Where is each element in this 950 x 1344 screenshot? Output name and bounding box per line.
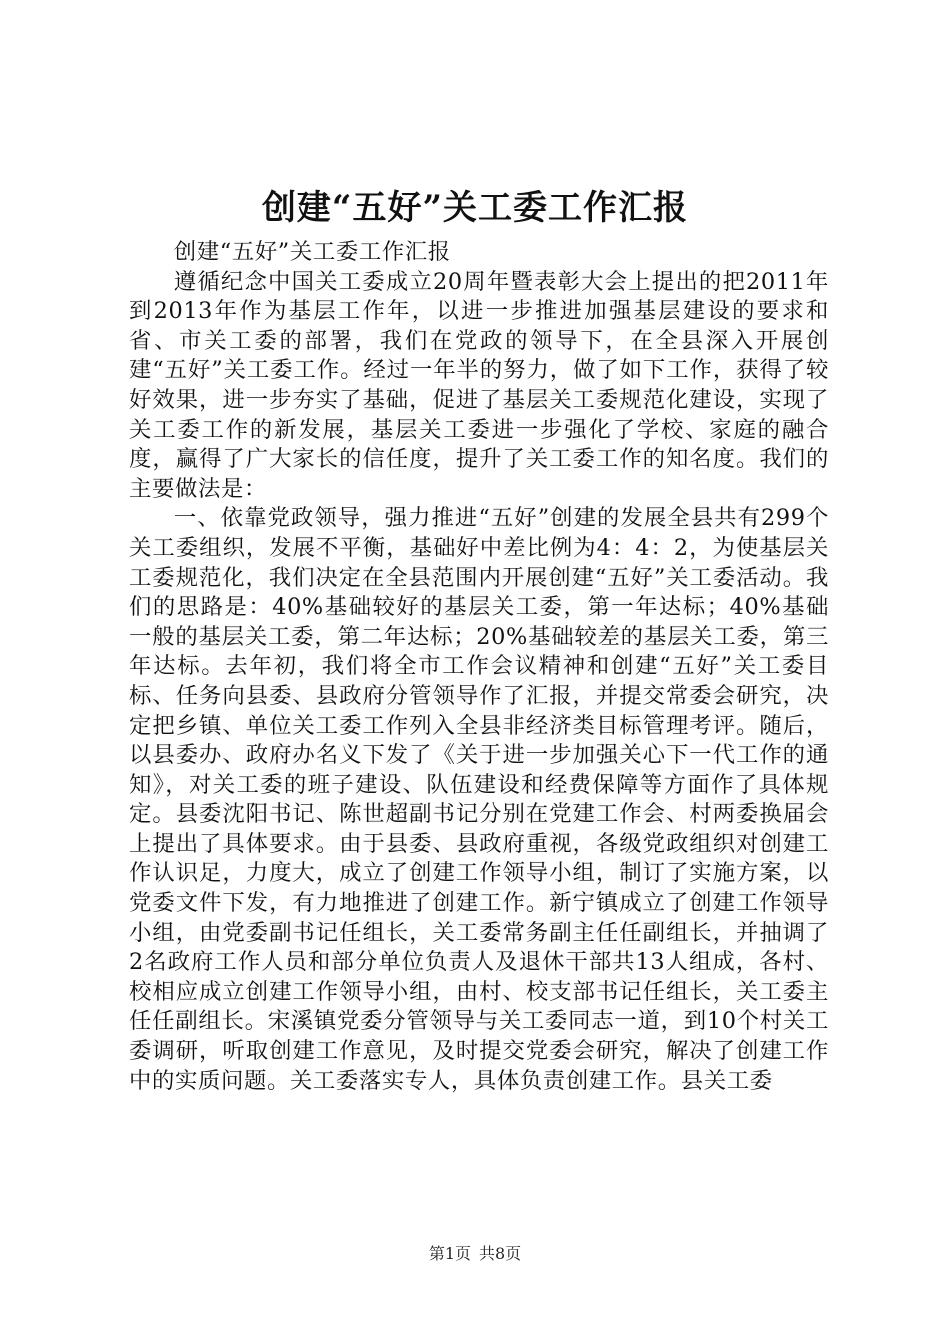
intro-paragraph: 遵循纪念中国关工委成立20周年暨表彰大会上提出的把2011年到2013年作为基层工作年，以进一步推进加强基层建设的要求和省、市关工委的部署，我们在党政的领导下，在全县深入开展创建“五好”关工委工作。经过一年半的努力，做了如下工作，获得了较好效果，进一步夯实了基础，促进了基层关工委规范化建设，实现了关工委工作的新发展，基层关工委进一步强化了学校、家庭的融合度，赢得了广大家长的信任度，提升了关工委工作的知名度。我们的主要做法是： bbox=[129, 268, 829, 502]
document-body bbox=[129, 238, 829, 1096]
page-number: 第1页 bbox=[428, 1244, 471, 1263]
page-total: 共8页 bbox=[479, 1244, 522, 1263]
page-footer bbox=[0, 1244, 950, 1264]
document-title: 创建“五好”关工委工作汇报 bbox=[261, 188, 689, 228]
section-one-paragraph: 一、依靠党政领导，强力推进“五好”创建的发展全县共有299个关工委组织，发展不平衡，基础好中差比例为4：4：2，为使基层关工委规范化，我们决定在全县范围内开展创建“五好”关工委活动。我们的思路是：40%基础较好的基层关工委，第一年达标；40%基础一般的基层关工委，第二年达标；20%基础较差的基层关工委，第三年达标。去年初，我们将全市工作会议精神和创建“五好”关工委目标、任务向县委、县政府分管领导作了汇报，并提交常委会研究，决定把乡镇、单位关工委工作列入全县非经济类目标管理考评。随后，以县委办、政府办名义下发了《关于进一步加强关心下一代工作的通知》，对关工委的班子建设、队伍建设和经费保障等方面作了具体规定。县委沈阳书记、陈世超副书记分别在党建工作会、村两委换届会上提出了具体要求。由于县委、县政府重视，各级党政组织对创建工作认识足，力度大，成立了创建工作领导小组，制订了实施方案，以党委文件下发，有力地推进了创建工作。新宁镇成立了创建工作领导小组，由党委副书记任组长，关工委常务副主任任副组长，并抽调了2名政府工作人员和部分单位负责人及退休干部共13人组成，各村、校相应成立创建工作领导小组，由村、校支部书记任组长，关工委主任任副组长。宋溪镇党委分管领导与关工委同志一道，到10个村关工委调研，听取创建工作意见，及时提交党委会研究，解决了创建工作中的实质问题。关工委落实专人，具体负责创建工作。县关工委 bbox=[129, 505, 829, 1094]
subtitle-paragraph: 创建“五好”关工委工作汇报 bbox=[173, 239, 451, 265]
